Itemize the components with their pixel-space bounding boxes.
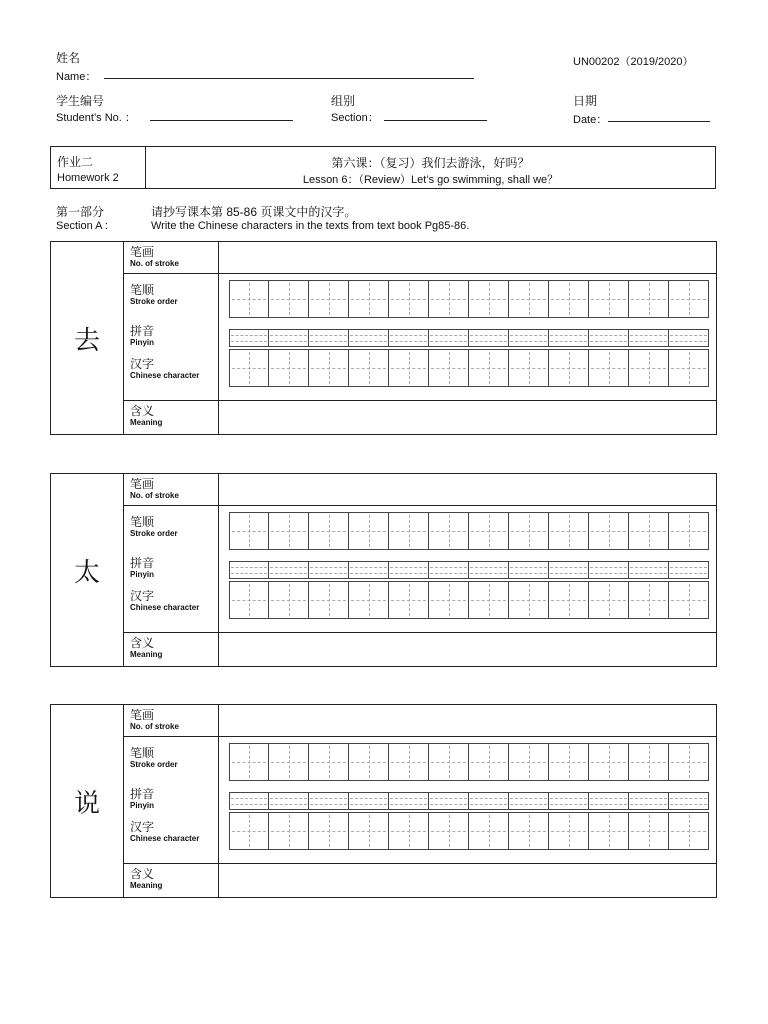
grid-cell[interactable] (469, 349, 509, 387)
strokes-label-zh: 笔画 (130, 477, 155, 491)
grid-cell[interactable] (389, 349, 429, 387)
pinyin-cell[interactable] (469, 792, 509, 810)
grid-cell[interactable] (389, 581, 429, 619)
order-label-zh: 笔顺 (130, 746, 155, 760)
grid-cell[interactable] (269, 812, 309, 850)
pinyin-cell[interactable] (389, 792, 429, 810)
grid-cell[interactable] (629, 581, 669, 619)
grid-cell[interactable] (429, 581, 469, 619)
grid-cell[interactable] (669, 280, 709, 318)
pinyin-cell[interactable] (469, 561, 509, 579)
meaning-label-zh: 含义 (130, 867, 155, 881)
grid-cell[interactable] (589, 512, 629, 550)
grid-cell[interactable] (229, 512, 269, 550)
grid-cell[interactable] (469, 812, 509, 850)
pinyin-cell[interactable] (429, 792, 469, 810)
strokes-label-zh: 笔画 (130, 708, 155, 722)
char-label-zh: 汉字 (130, 357, 155, 371)
order-label-zh: 笔顺 (130, 283, 155, 297)
lesson-title-en: Lesson 6：（Review）Let’s go swimming, shall we？ (302, 174, 559, 186)
section-a-instruction-en: Write the Chinese characters in the texts from text book Pg85-86. (151, 220, 470, 232)
grid-cell[interactable] (309, 743, 349, 781)
order-label-en: Stroke order (130, 529, 178, 538)
date-label-en: Date： (573, 114, 608, 126)
grid-cell[interactable] (549, 512, 589, 550)
pinyin-label-en: Pinyin (130, 570, 155, 579)
grid-cell[interactable] (229, 581, 269, 619)
grid-cell[interactable] (629, 280, 669, 318)
section-a-label-en: Section A : (56, 220, 108, 232)
grid-cell[interactable] (269, 743, 309, 781)
grid-cell[interactable] (309, 512, 349, 550)
course-code: UN00202（2019/2020） (573, 56, 694, 68)
lesson-title-zh: 第六课：（复习）我们去游泳，好吗？ (331, 156, 530, 170)
stroke-order-grid[interactable] (229, 512, 709, 550)
grid-cell[interactable] (269, 280, 309, 318)
pinyin-grid[interactable] (229, 792, 709, 810)
grid-cell[interactable] (429, 743, 469, 781)
grid-cell[interactable] (229, 812, 269, 850)
grid-cell[interactable] (429, 812, 469, 850)
grid-cell[interactable] (669, 581, 709, 619)
meaning-label-en: Meaning (130, 650, 163, 659)
grid-cell[interactable] (229, 349, 269, 387)
meaning-label-en: Meaning (130, 881, 163, 890)
pinyin-cell[interactable] (389, 561, 429, 579)
pinyin-cell[interactable] (669, 329, 709, 347)
pinyin-cell[interactable] (509, 561, 549, 579)
strokes-label-en: No. of stroke (130, 491, 179, 500)
grid-cell[interactable] (429, 349, 469, 387)
pinyin-cell[interactable] (229, 792, 269, 810)
grid-cell[interactable] (349, 812, 389, 850)
pinyin-cell[interactable] (229, 561, 269, 579)
pinyin-label-zh: 拼音 (130, 324, 155, 338)
student-no-label-en: Student’s No. ： (56, 112, 136, 124)
pinyin-cell[interactable] (349, 561, 389, 579)
grid-cell[interactable] (349, 349, 389, 387)
grid-cell[interactable] (669, 349, 709, 387)
grid-cell[interactable] (509, 581, 549, 619)
grid-cell[interactable] (469, 743, 509, 781)
grid-cell[interactable] (389, 512, 429, 550)
pinyin-cell[interactable] (269, 329, 309, 347)
grid-cell[interactable] (469, 512, 509, 550)
char-label-en: Chinese character (130, 603, 200, 612)
grid-cell[interactable] (549, 812, 589, 850)
pinyin-cell[interactable] (269, 792, 309, 810)
grid-cell[interactable] (589, 743, 629, 781)
section-label-en: Section： (331, 112, 379, 124)
pinyin-label-en: Pinyin (130, 801, 155, 810)
pinyin-cell[interactable] (549, 329, 589, 347)
order-label-zh: 笔顺 (130, 515, 155, 529)
pinyin-cell[interactable] (309, 792, 349, 810)
pinyin-cell[interactable] (629, 792, 669, 810)
character-card (50, 241, 717, 435)
pinyin-cell[interactable] (669, 561, 709, 579)
grid-cell[interactable] (509, 349, 549, 387)
homework-header-box (50, 146, 716, 189)
grid-cell[interactable] (389, 743, 429, 781)
grid-cell[interactable] (269, 512, 309, 550)
grid-cell[interactable] (509, 512, 549, 550)
pinyin-cell[interactable] (309, 561, 349, 579)
section-field[interactable] (384, 120, 487, 121)
grid-cell[interactable] (669, 812, 709, 850)
pinyin-cell[interactable] (549, 792, 589, 810)
grid-cell[interactable] (349, 280, 389, 318)
grid-cell[interactable] (269, 581, 309, 619)
character-card (50, 473, 717, 667)
pinyin-cell[interactable] (429, 329, 469, 347)
pinyin-cell[interactable] (469, 329, 509, 347)
order-label-en: Stroke order (130, 760, 178, 769)
section-a-instruction-zh: 请抄写课本第 85-86 页课文中的汉字。 (151, 205, 357, 219)
pinyin-cell[interactable] (589, 329, 629, 347)
pinyin-cell[interactable] (669, 792, 709, 810)
pinyin-cell[interactable] (429, 561, 469, 579)
pinyin-cell[interactable] (269, 561, 309, 579)
grid-cell[interactable] (349, 743, 389, 781)
grid-cell[interactable] (309, 349, 349, 387)
grid-cell[interactable] (309, 581, 349, 619)
character-grid[interactable] (229, 812, 709, 850)
homework-label-zh: 作业二 (57, 155, 94, 169)
grid-cell[interactable] (509, 812, 549, 850)
name-field[interactable] (104, 78, 474, 79)
grid-cell[interactable] (589, 581, 629, 619)
grid-cell[interactable] (589, 812, 629, 850)
grid-cell[interactable] (429, 280, 469, 318)
student-no-label-zh: 学生编号 (56, 94, 105, 108)
character-grid[interactable] (229, 581, 709, 619)
pinyin-label-zh: 拼音 (130, 556, 155, 570)
grid-cell[interactable] (629, 812, 669, 850)
grid-cell[interactable] (589, 349, 629, 387)
grid-cell[interactable] (469, 581, 509, 619)
pinyin-cell[interactable] (309, 329, 349, 347)
char-label-en: Chinese character (130, 834, 200, 843)
meaning-label-zh: 含义 (130, 636, 155, 650)
stroke-order-grid[interactable] (229, 280, 709, 318)
char-label-zh: 汉字 (130, 589, 155, 603)
character-grid[interactable] (229, 349, 709, 387)
grid-cell[interactable] (349, 581, 389, 619)
grid-cell[interactable] (549, 581, 589, 619)
pinyin-cell[interactable] (589, 792, 629, 810)
pinyin-label-en: Pinyin (130, 338, 155, 347)
pinyin-cell[interactable] (349, 329, 389, 347)
grid-cell[interactable] (629, 512, 669, 550)
pinyin-cell[interactable] (229, 329, 269, 347)
student-no-field[interactable] (150, 120, 293, 121)
grid-cell[interactable] (669, 512, 709, 550)
section-a-label-zh: 第一部分 (56, 205, 105, 219)
grid-cell[interactable] (629, 743, 669, 781)
char-label-en: Chinese character (130, 371, 200, 380)
strokes-label-en: No. of stroke (130, 722, 179, 731)
grid-cell[interactable] (269, 349, 309, 387)
order-label-en: Stroke order (130, 297, 178, 306)
character-card (50, 704, 717, 898)
grid-cell[interactable] (549, 743, 589, 781)
grid-cell[interactable] (429, 512, 469, 550)
grid-cell[interactable] (509, 743, 549, 781)
strokes-label-en: No. of stroke (130, 259, 179, 268)
pinyin-cell[interactable] (349, 792, 389, 810)
name-label-en: Name： (56, 71, 97, 83)
name-label-zh: 姓名 (56, 51, 81, 65)
homework-label-cell (51, 147, 146, 188)
pinyin-cell[interactable] (509, 329, 549, 347)
grid-cell[interactable] (229, 280, 269, 318)
pinyin-cell[interactable] (509, 792, 549, 810)
grid-cell[interactable] (509, 280, 549, 318)
char-label-zh: 汉字 (130, 820, 155, 834)
meaning-label-en: Meaning (130, 418, 163, 427)
grid-cell[interactable] (309, 812, 349, 850)
grid-cell[interactable] (389, 280, 429, 318)
grid-cell[interactable] (389, 812, 429, 850)
practice-character: 太 (51, 474, 124, 666)
pinyin-label-zh: 拼音 (130, 787, 155, 801)
grid-cell[interactable] (349, 512, 389, 550)
pinyin-cell[interactable] (629, 329, 669, 347)
strokes-label-zh: 笔画 (130, 245, 155, 259)
pinyin-cell[interactable] (589, 561, 629, 579)
pinyin-cell[interactable] (389, 329, 429, 347)
grid-cell[interactable] (549, 280, 589, 318)
date-field[interactable] (608, 121, 710, 122)
pinyin-cell[interactable] (549, 561, 589, 579)
grid-cell[interactable] (229, 743, 269, 781)
grid-cell[interactable] (629, 349, 669, 387)
practice-character: 说 (51, 705, 124, 897)
grid-cell[interactable] (549, 349, 589, 387)
practice-character: 去 (51, 242, 124, 434)
grid-cell[interactable] (469, 280, 509, 318)
meaning-label-zh: 含义 (130, 404, 155, 418)
homework-label-en: Homework 2 (57, 172, 119, 184)
pinyin-cell[interactable] (629, 561, 669, 579)
stroke-order-grid[interactable] (229, 743, 709, 781)
grid-cell[interactable] (309, 280, 349, 318)
date-label-zh: 日期 (573, 94, 598, 108)
section-label-zh: 组别 (331, 94, 356, 108)
grid-cell[interactable] (669, 743, 709, 781)
pinyin-grid[interactable] (229, 561, 709, 579)
grid-cell[interactable] (589, 280, 629, 318)
pinyin-grid[interactable] (229, 329, 709, 347)
